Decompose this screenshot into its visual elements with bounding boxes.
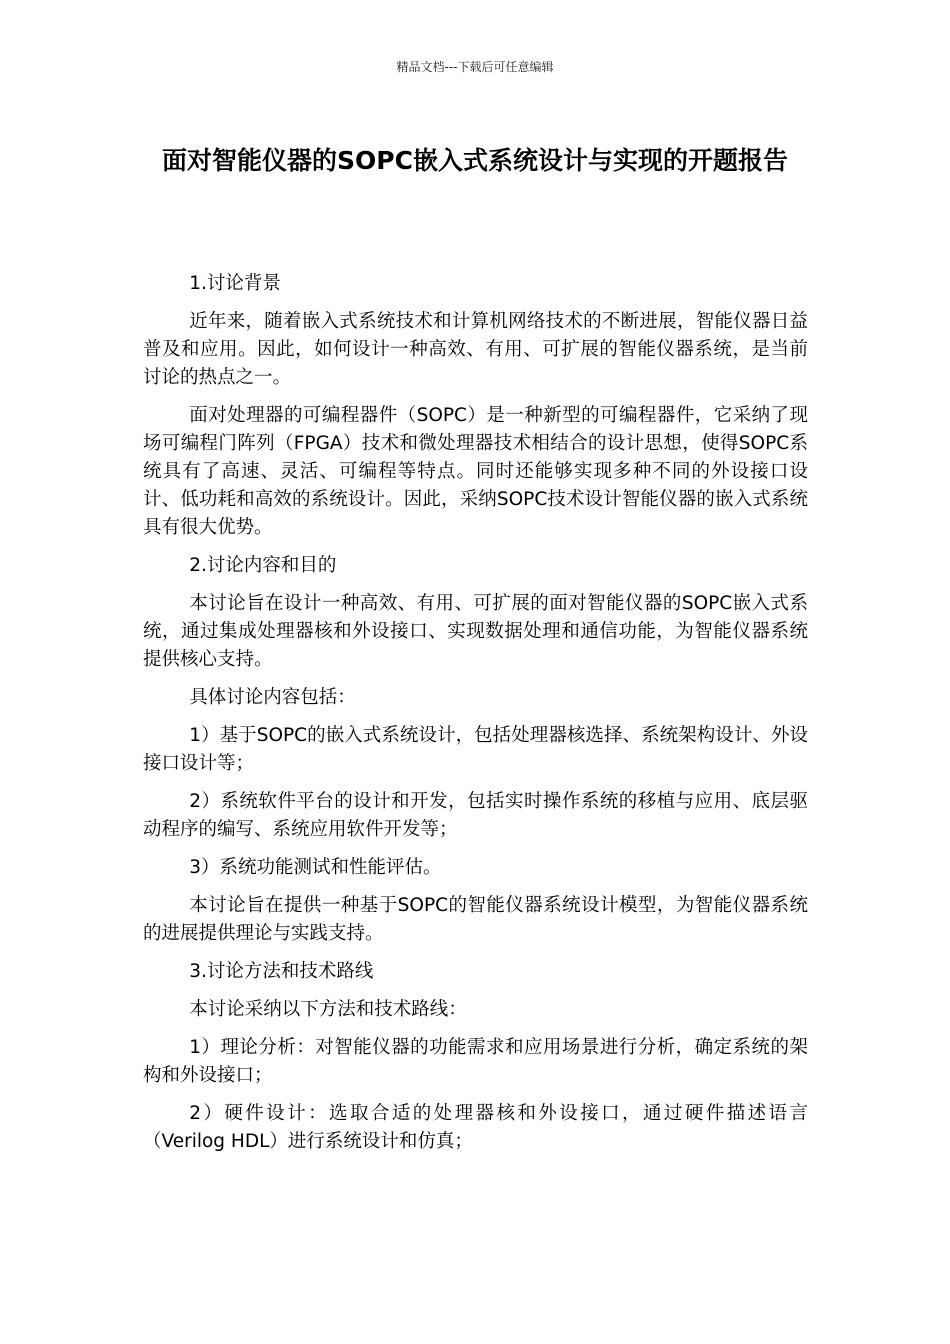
- document-body: [143, 270, 808, 1166]
- section-heading: 1.讨论背景: [189, 273, 281, 294]
- list-item: 2）系统软件平台的设计和开发，包括实时操作系统的移植与应用、底层驱动程序的编写、系统应用软件开发等；: [143, 791, 808, 840]
- list-item: 3）系统功能测试和性能评估。: [189, 857, 442, 878]
- section-heading: 3.讨论方法和技术路线: [189, 961, 374, 982]
- list-item: 1）理论分析：对智能仪器的功能需求和应用场景进行分析，确定系统的架构和外设接口；: [143, 1037, 808, 1086]
- page-header: 精品文档---下载后可任意编辑: [396, 60, 554, 74]
- paragraph: 具体讨论内容包括：: [189, 687, 356, 708]
- list-item: 1）基于SOPC的嵌入式系统设计，包括处理器核选择、系统架构设计、外设接口设计等；: [143, 725, 808, 774]
- paragraph: 本讨论采纳以下方法和技术路线：: [189, 999, 467, 1020]
- document-title: 面对智能仪器的SOPC嵌入式系统设计与实现的开题报告: [162, 146, 788, 175]
- paragraph: 面对处理器的可编程器件（SOPC）是一种新型的可编程器件，它采纳了现场可编程门阵列（FPGA）技术和微处理器技术相结合的设计思想，使得SOPC系统具有了高速、灵活、可编程等特点。同时还能够实现多种不同的外设接口设计、低功耗和高效的系统设计。因此，采纳SOPC技术设计智能仪器的嵌入式系统具有很大优势。: [143, 405, 808, 538]
- paragraph: 本讨论旨在设计一种高效、有用、可扩展的面对智能仪器的SOPC嵌入式系统，通过集成处理器核和外设接口、实现数据处理和通信功能，为智能仪器系统提供核心支持。: [143, 593, 808, 670]
- section-heading: 2.讨论内容和目的: [189, 555, 337, 576]
- list-item: 2）硬件设计：选取合适的处理器核和外设接口，通过硬件描述语言（Verilog HDL）进行系统设计和仿真；: [143, 1103, 808, 1152]
- paragraph: 本讨论旨在提供一种基于SOPC的智能仪器系统设计模型，为智能仪器系统的进展提供理论与实践支持。: [143, 895, 808, 944]
- paragraph: 近年来，随着嵌入式系统技术和计算机网络技术的不断进展，智能仪器日益普及和应用。因此，如何设计一种高效、有用、可扩展的智能仪器系统，是当前讨论的热点之一。: [143, 311, 808, 388]
